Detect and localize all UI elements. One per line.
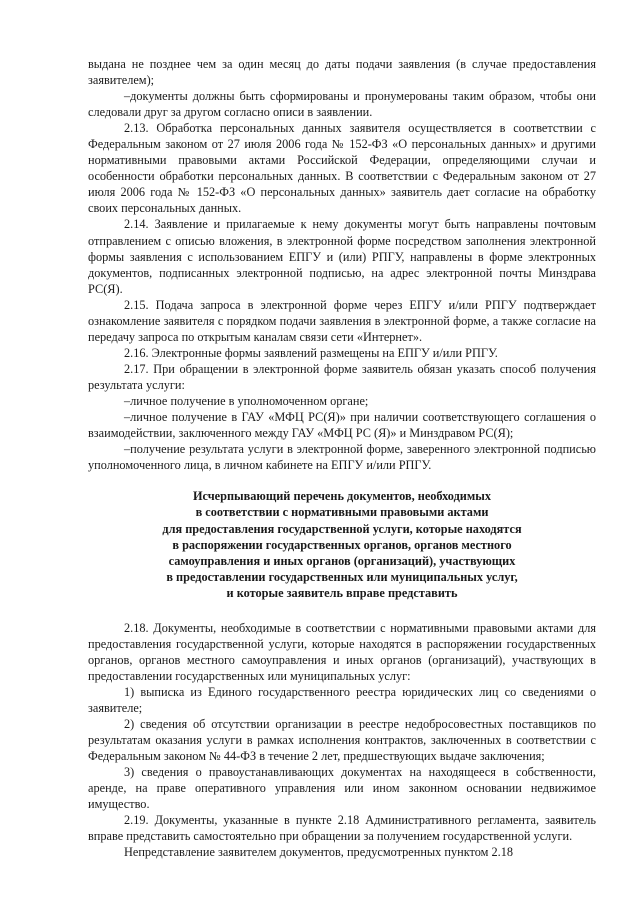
heading-line: Исчерпывающий перечень документов, необходимых	[192, 489, 492, 504]
paragraph: –документы должны быть сформированы и пронумерованы таким образом, чтобы они следовали друг за другом согласно описи в заявлении.	[88, 89, 596, 120]
paragraph: 2.17. При обращении в электронной форме заявитель обязан указать способ получения результата услуги:	[88, 361, 596, 392]
list-item: –личное получение в ГАУ «МФЦ РС(Я)» при наличии соответствующего соглашения о взаимодействии, заключенного между ГАУ «МФЦ РС (Я)» и Минздравом РС(Я);	[88, 410, 596, 441]
paragraphs-bottom	[88, 620, 596, 861]
heading-line: самоуправления и иных органов (организаций), участвующих	[168, 554, 516, 569]
list-item: 1) выписка из Единого государственного реестра юридических лиц со сведениями о заявителе;	[88, 684, 596, 715]
paragraph: 2.16. Электронные формы заявлений размещены на ЕПГУ и/или РПГУ.	[124, 345, 498, 360]
paragraph: 2.18. Документы, необходимые в соответствии с нормативными правовыми актами для предоставления государственной услуги, которые находятся в распоряжении государственных органов, органов местного самоуправления и иных органов (организаций), участвующих в предоставлении государственных или муниципальных услуг:	[88, 620, 596, 683]
paragraph: Непредставление заявителем документов, предусмотренных пунктом 2.18	[124, 845, 514, 860]
list-item: 2) сведения об отсутствии организации в реестре недобросовестных поставщиков по результатам оказания услуги в рамках исполнения контрактов, заключенных в соответствии с Федеральным законом № 44-ФЗ в течение 2 лет, предшествующих выдаче заключения;	[88, 716, 596, 764]
list-item: –личное получение в уполномоченном органе;	[124, 393, 369, 408]
heading-line: и которые заявитель вправе представить	[226, 586, 458, 601]
list-item: 3) сведения о правоустанавливающих документах на находящееся в собственности, аренде, на праве оперативного управления или ином законном основании недвижимое имущество.	[88, 765, 596, 812]
paragraph: 2.15. Подача запроса в электронной форме через ЕПГУ и/или РПГУ подтверждает ознакомление заявителя с порядком подачи заявления в электронной форме, а также согласие на передачу запроса по открытым каналам связи сети «Интернет».	[88, 297, 596, 344]
list-item: –получение результата услуги в электронной форме, заверенного электронной подписью уполномоченного лица, в личном кабинете на ЕПГУ и/или РПГУ.	[88, 442, 596, 473]
heading-line: для предоставления государственной услуги, которые находятся	[162, 521, 522, 536]
paragraph: 2.19. Документы, указанные в пункте 2.18 Административного регламента, заявитель вправе представить самостоятельно при обращении за получением государственной услуги.	[88, 813, 596, 844]
paragraph: 2.13. Обработка персональных данных заявителя осуществляется в соответствии с Федеральным законом от 27 июля 2006 года № 152-ФЗ «О персональных данных» и другими нормативными правовыми актами Российской Федерации, определяющими случаи и особенности обработки персональных данных. В соответствии с Федеральным законом от 27 июля 2006 года № 152-ФЗ «О персональных данных» заявитель дает согласие на обработку своих персональных данных.	[88, 121, 596, 216]
heading-line: в предоставлении государственных или муниципальных услуг,	[166, 570, 518, 585]
paragraphs-top	[88, 56, 596, 473]
heading-line: в распоряжении государственных органов, органов местного	[172, 537, 512, 552]
section-heading	[88, 473, 596, 615]
paragraph: 2.14. Заявление и прилагаемые к нему документы могут быть направлены почтовым отправлением с описью вложения, в электронной форме посредством заполнения электронной формы заявления с использованием ЕПГУ и (или) РПГУ, направлены в форме электронных документов, подписанных электронной подписью, на адрес электронной почты Минздрава РС(Я).	[88, 217, 596, 296]
heading-line: в соответствии с нормативными правовыми актами	[195, 505, 489, 520]
paragraph: выдана не позднее чем за один месяц до даты подачи заявления (в случае предоставления заявителем);	[88, 57, 596, 88]
document-page	[88, 56, 596, 860]
